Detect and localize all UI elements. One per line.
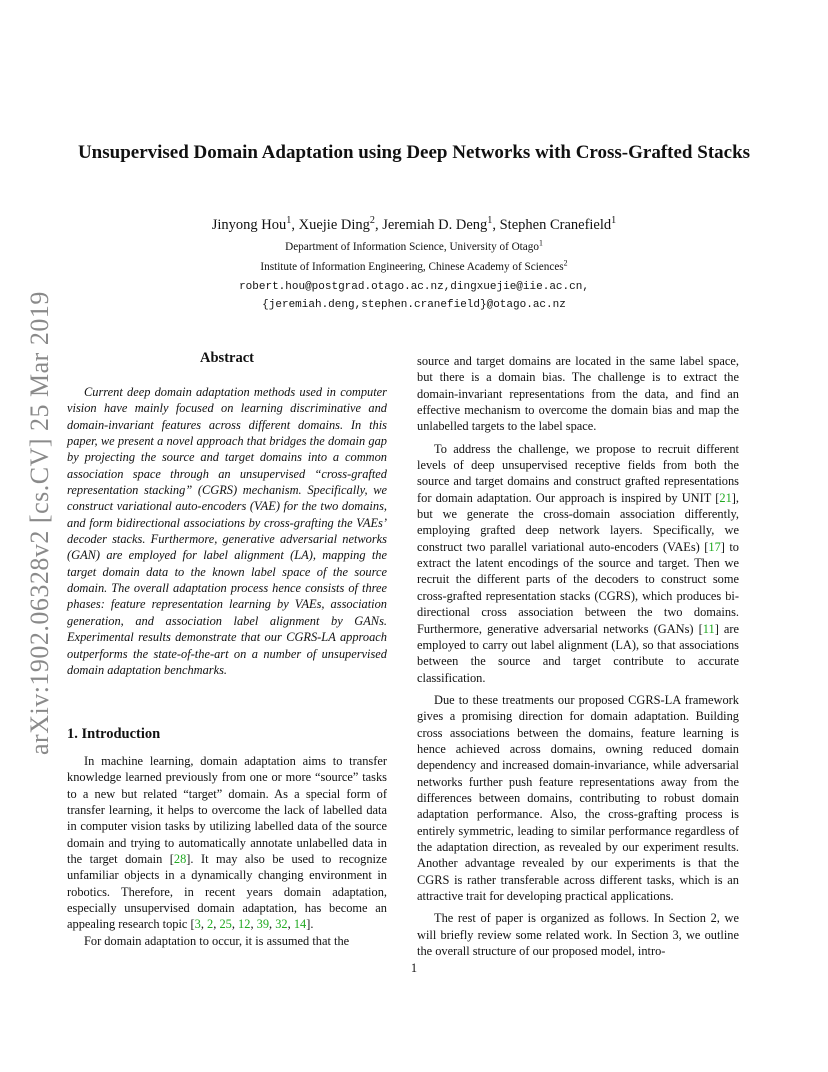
right-column-body [417, 353, 739, 959]
author-list: Jinyong Hou$^1$, Xuejie Ding$^2$, Jeremiah D. Deng$^1$, Stephen Cranefield$^1$ [211, 215, 617, 233]
paragraph: To address the challenge, we propose to recruit different levels of deep unsupervised receptive fields from both the source and target domains and construct grafted representations for domain adaptation. Our approach is inspired by UNIT [21], but we generate the cross-domain association differently, employing grafted deep network layers. Specifically, we construct two parallel variational auto-encoders (VAEs) [17] to extract the latent encodings of the source and target. Then we recruit the different parts of the decoders to construct some cross-grafted representation stacks (CGRS), which produces bi-directional cross association between the two domains. Furthermore, generative adversarial networks (GANs) [11] are employed to carry out label alignment (LA), so that associations between the source and target contribute to accurate classification. [417, 441, 739, 685]
abstract-heading: Abstract [200, 350, 254, 366]
abstract-paragraph: Current deep domain adaptation methods used in computer vision have mainly focused on learning discriminative and domain-invariant features across different domains. In this paper, we present a novel approach that bridges the domain gap by projecting the source and target domains into a common association space through an unsupervised “cross-grafted representation stacking” (CGRS) mechanism. Specifically, we construct variational auto-encoders (VAE) for the two domains, and form bidirectional associations by cross-grafting the VAEs’ decoder stacks. Furthermore, generative adversarial networks (GAN) are employed for label alignment (LA), mapping the target domain data to the known label space of the source domain. The overall adaptation process hence consists of three phases: feature representation learning by VAEs, association generation, and association label alignment by GANs. Experimental results demonstrate that our CGRS-LA approach outperforms the state-of-the-art on a number of unsupervised domain adaptation benchmarks. [67, 385, 387, 677]
citation-link[interactable]: 21 [719, 490, 732, 505]
citation-link[interactable]: 39 [256, 917, 270, 932]
affiliation-mark: 1 [611, 215, 617, 227]
citation-link[interactable]: 12 [238, 917, 251, 932]
section-heading-introduction: 1. Introduction [67, 726, 161, 742]
arxiv-identifier: arXiv:1902.06328v2 [cs.CV] 25 Mar 2019 [25, 291, 54, 755]
citation-link[interactable]: 2 [207, 917, 214, 932]
introduction-body [67, 753, 387, 949]
author-name: Xuejie Ding [298, 217, 370, 233]
paragraph: For domain adaptation to occur, it is assumed that the [84, 933, 350, 948]
citation-link[interactable]: 11 [702, 621, 715, 636]
citation-link[interactable]: 28 [173, 852, 187, 867]
citation-link[interactable]: 14 [293, 917, 307, 932]
paragraph: source and target domains are located in the same label space, but there is a domain bias. The challenge is to extract the domain-invariant representations from the data, and find an effective mechanism to overcome the domain bias and map the unlabelled targets to the label space. [417, 354, 739, 434]
citation-link[interactable]: 32 [275, 917, 288, 932]
page-number: 1 [410, 961, 418, 975]
citation-link[interactable]: 25 [219, 917, 232, 932]
affiliation-mark: 1 [286, 215, 292, 227]
author-name: Jeremiah D. Deng [382, 217, 488, 233]
citation-link[interactable]: 3 [194, 917, 201, 932]
paragraph: Due to these treatments our proposed CGRS-LA framework gives a promising direction for domain adaptation. Building cross associations between the domains, feature learning is hence achieved across domains, owning reduced domain dependency and increased domain-invariance, while adversarial networks further push feature representations away from the differences between domains, contributing to robust domain adaptation performance. Also, the cross-grafting process is entirely symmetric, leading to similar performance regardless of the adaptation direction, as revealed by our experiment results. Another advantage revealed by our experiments is that the CGRS is rather transferable across different tasks, which is an attractive trait for developing practical applications. [417, 692, 739, 903]
affiliation-mark: 1 [487, 215, 493, 227]
affiliation-line: Department of Information Science, University of Otago$^1$ [285, 238, 543, 253]
paragraph: In machine learning, domain adaptation aims to transfer knowledge learned previously from one or more “source” tasks to a new but related “target” domain. As a special form of transfer learning, it helps to overcome the lack of labelled data in computer vision tasks by utilizing labelled data of the source domain and trying to automatically annotate unlabelled data in the target domain [28]. It may also be used to recognize unfamiliar objects in a dynamically changing environment in robotics. Therefore, in recent years domain adaptation, especially unsupervised domain adaptation, has become an appealing research topic [3, 2, 25, 12, 39, 32, 14]. [67, 754, 387, 932]
author-name: Jinyong Hou [211, 217, 287, 233]
paragraph: The rest of paper is organized as follows. In Section 2, we will briefly review some related work. In Section 3, we outline the overall structure of our proposed model, intro- [417, 911, 739, 959]
email-line: {jeremiah.deng,stephen.cranefield}@otago.ac.nz [262, 299, 566, 311]
affiliation-mark: 2 [369, 215, 375, 227]
affiliation-line: Institute of Information Engineering, Chinese Academy of Sciences$^2$ [260, 258, 568, 273]
paper-title: Unsupervised Domain Adaptation using Deep Networks with Cross-Grafted Stacks [77, 142, 751, 163]
author-name: Stephen Cranefield [499, 217, 612, 233]
citation-link[interactable]: 17 [708, 539, 721, 554]
abstract-body [67, 384, 387, 678]
email-line: robert.hou@postgrad.otago.ac.nz,dingxuejie@iie.ac.cn, [239, 281, 589, 293]
